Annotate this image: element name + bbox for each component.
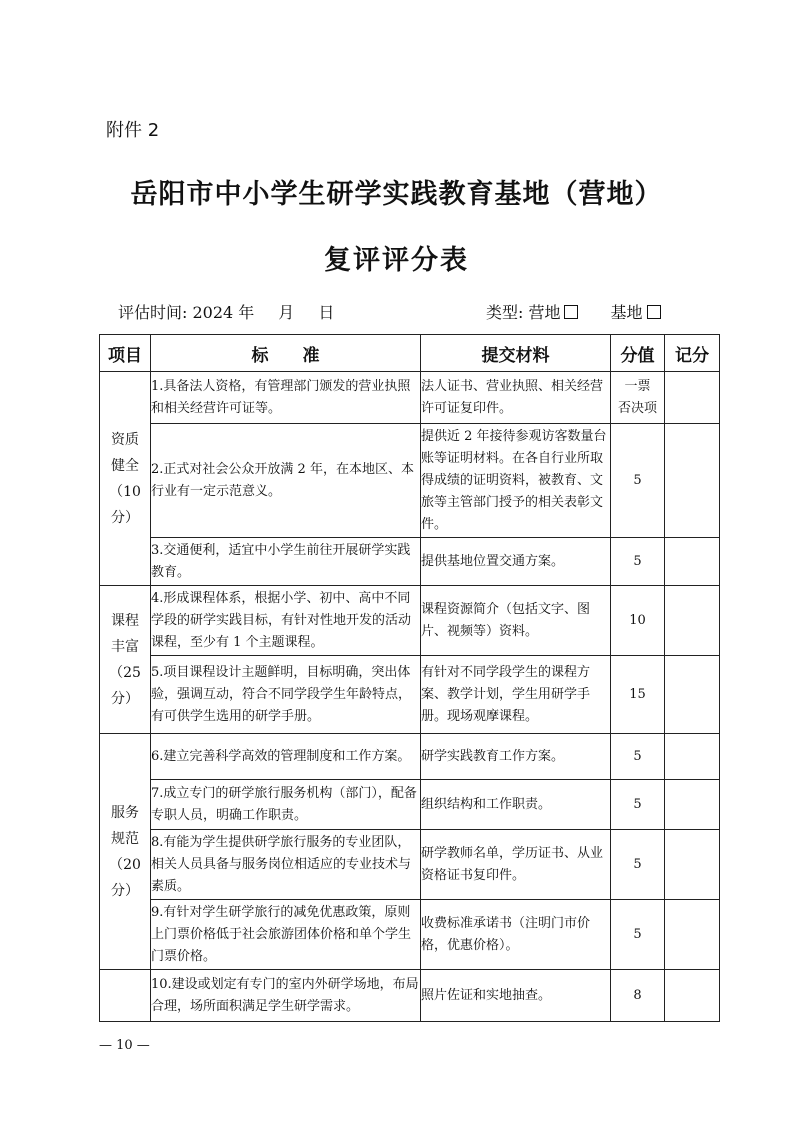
record-cell[interactable]	[665, 970, 720, 1022]
header-standard: 标 准	[151, 335, 421, 372]
table-row	[100, 538, 720, 586]
table-header-row	[100, 335, 720, 372]
header-record: 记分	[665, 335, 720, 372]
standard-cell: 2.正式对社会公众开放满 2 年，在本地区、本行业有一定示范意义。	[151, 424, 421, 538]
standard-cell: 7.成立专门的研学旅行服务机构（部门），配备专职人员，明确工作职责。	[151, 780, 421, 830]
standard-cell: 1.具备法人资格，有管理部门颁发的营业执照和相关经营许可证等。	[151, 372, 421, 424]
table-row	[100, 372, 720, 424]
standard-cell: 8.有能为学生提供研学旅行服务的专业团队，相关人员具备与服务岗位相适应的专业技术与素质。	[151, 830, 421, 900]
category-course: 课程 丰富 （25 分）	[100, 586, 151, 734]
type-camp-label: 类型: 营地	[486, 303, 561, 322]
document-title: 岳阳市中小学生研学实践教育基地（营地）	[130, 179, 663, 210]
materials-cell: 收费标准承诺书（注明门市价格，优惠价格）。	[421, 900, 611, 970]
table-row	[100, 830, 720, 900]
day-label: 日	[318, 303, 335, 322]
score-table	[99, 334, 720, 1022]
standard-cell: 5.项目课程设计主题鲜明，目标明确，突出体验，强调互动，符合不同学段学生年龄特点，有可供学生选用的研学手册。	[151, 656, 421, 734]
record-cell[interactable]	[665, 538, 720, 586]
table-row	[100, 900, 720, 970]
score-cell: 8	[611, 970, 665, 1022]
header-materials: 提交材料	[421, 335, 611, 372]
standard-cell: 9.有针对学生研学旅行的减免优惠政策，原则上门票价格低于社会旅游团体价格和单个学生门票价格。	[151, 900, 421, 970]
page-number: — 10 —	[99, 1038, 150, 1053]
camp-checkbox[interactable]	[564, 305, 578, 319]
record-cell[interactable]	[665, 900, 720, 970]
score-cell: 一票 否决项	[611, 372, 665, 424]
materials-cell: 研学教师名单，学历证书、从业资格证书复印件。	[421, 830, 611, 900]
score-cell: 5	[611, 734, 665, 780]
table-row	[100, 970, 720, 1022]
header-item: 项目	[100, 335, 151, 372]
score-cell: 5	[611, 424, 665, 538]
record-cell[interactable]	[665, 656, 720, 734]
type-base-label: 基地	[610, 303, 643, 322]
materials-cell: 提供基地位置交通方案。	[421, 538, 611, 586]
category-blank	[100, 970, 151, 1022]
header-score: 分值	[611, 335, 665, 372]
time-label: 评估时间: 2024 年	[118, 303, 255, 322]
attachment-label: 附件 2	[106, 120, 160, 141]
standard-cell: 3.交通便利，适宜中小学生前往开展研学实践教育。	[151, 538, 421, 586]
standard-cell: 6.建立完善科学高效的管理制度和工作方案。	[151, 734, 421, 780]
score-cell: 15	[611, 656, 665, 734]
table-row	[100, 780, 720, 830]
score-cell: 5	[611, 780, 665, 830]
record-cell[interactable]	[665, 780, 720, 830]
category-service: 服务 规范 （20 分）	[100, 734, 151, 970]
evaluation-time	[118, 300, 334, 323]
materials-cell: 组织结构和工作职责。	[421, 780, 611, 830]
record-cell[interactable]	[665, 586, 720, 656]
materials-cell: 法人证书、营业执照、相关经营许可证复印件。	[421, 372, 611, 424]
score-cell: 5	[611, 830, 665, 900]
table-row	[100, 734, 720, 780]
record-cell[interactable]	[665, 424, 720, 538]
standard-cell: 10.建设或划定有专门的室内外研学场地，布局合理，场所面积满足学生研学需求。	[151, 970, 421, 1022]
document-subtitle: 复评评分表	[324, 245, 469, 276]
materials-cell: 课程资源简介（包括文字、图片、视频等）资料。	[421, 586, 611, 656]
table-row	[100, 424, 720, 538]
table-row	[100, 656, 720, 734]
record-cell[interactable]	[665, 734, 720, 780]
base-checkbox[interactable]	[647, 305, 661, 319]
materials-cell: 照片佐证和实地抽查。	[421, 970, 611, 1022]
standard-cell: 4.形成课程体系，根据小学、初中、高中不同学段的研学实践目标，有针对性地开发的活动课程，至少有 1 个主题课程。	[151, 586, 421, 656]
category-qualification: 资质 健全 （10 分）	[100, 372, 151, 586]
materials-cell: 有针对不同学段学生的课程方案、教学计划，学生用研学手册。现场观摩课程。	[421, 656, 611, 734]
materials-cell: 提供近 2 年接待参观访客数量台账等证明材料。在各自行业所取得成绩的证明资料，被教育、文旅等主管部门授予的相关表彰文件。	[421, 424, 611, 538]
score-cell: 5	[611, 538, 665, 586]
month-label: 月	[278, 303, 295, 322]
score-cell: 5	[611, 900, 665, 970]
table-row	[100, 586, 720, 656]
type-selector	[486, 300, 661, 323]
score-cell: 10	[611, 586, 665, 656]
materials-cell: 研学实践教育工作方案。	[421, 734, 611, 780]
record-cell[interactable]	[665, 830, 720, 900]
record-cell[interactable]	[665, 372, 720, 424]
